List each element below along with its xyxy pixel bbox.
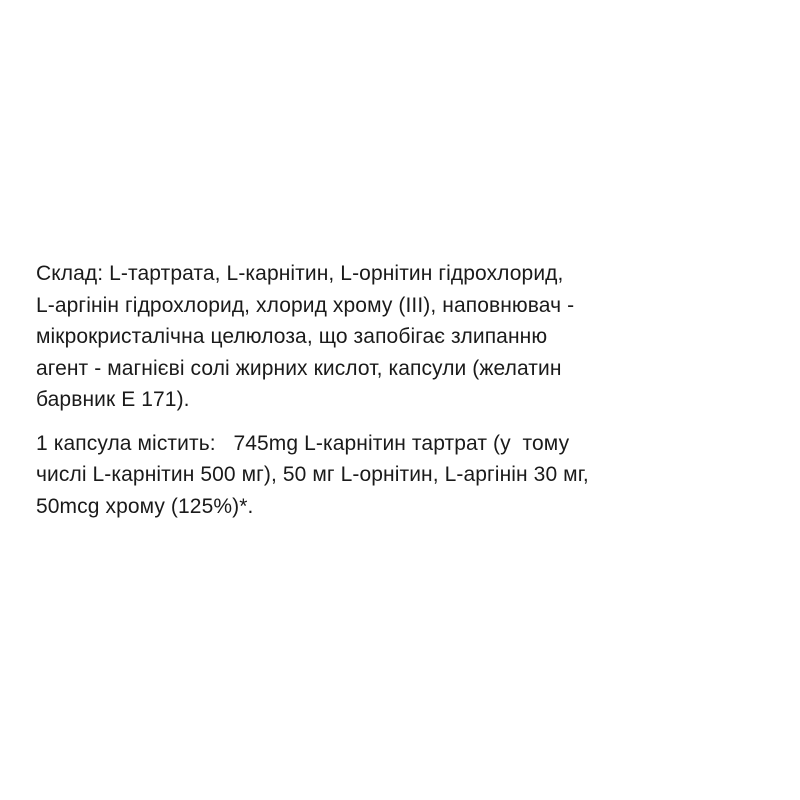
paragraph-spacer — [36, 416, 776, 428]
capsule-content-line: 50mcg хрому (125%)*. — [36, 494, 254, 518]
composition-line: Склад: L-тартрата, L-карнітин, L-орнітин гідрохлорид, — [36, 262, 564, 285]
ingredients-document — [36, 258, 776, 522]
composition-line: барвник Е 171). — [36, 388, 190, 411]
capsule-content-line: 1 капсула містить: 745mg L-карнітин тартрат (у тому — [36, 431, 570, 455]
capsule-content-line: числі L-карнітин 500 мг), 50 мг L-орнітин, L-аргінін 30 мг, — [36, 463, 589, 486]
composition-line: L-аргінін гідрохлорид, хлорид хрому (III), наповнювач - — [36, 293, 575, 317]
capsule-content-paragraph — [36, 428, 776, 523]
composition-line: мікрокристалічна целюлоза, що запобігає злипанню — [36, 325, 548, 348]
composition-paragraph — [36, 258, 776, 416]
composition-line: агент - магнієві солі жирних кислот, капсули (желатин — [36, 356, 562, 380]
